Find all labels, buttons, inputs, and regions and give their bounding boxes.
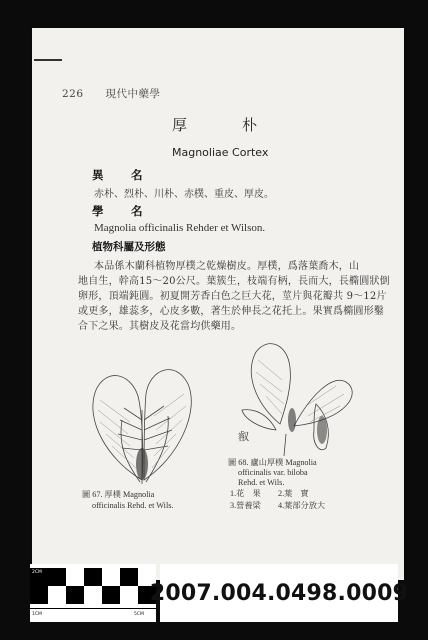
figure-67-illustration xyxy=(78,350,206,488)
scale-label-2cm: 2CM xyxy=(32,570,42,575)
body-line-1: 本品係木蘭科植物厚樸之乾燥樹皮。厚樸，爲落葉喬木，山 xyxy=(94,261,360,272)
figure-67-caption-line-1: 圖 67. 厚樸 Magnolia xyxy=(82,490,155,499)
page-header: 226 現代中藥學 xyxy=(62,88,161,100)
leaf-left xyxy=(93,376,143,480)
alias-heading: 異 名 xyxy=(92,168,151,182)
figure-68-illustration xyxy=(236,334,366,458)
figure-68-legend-2: 2.葉 實 xyxy=(278,489,309,498)
page-title: 厚 朴 xyxy=(172,116,278,134)
figure-68-caption-line-2: officinalis var. biloba xyxy=(238,468,308,477)
figure-68-legend-1: 1.花 果 xyxy=(230,489,261,498)
scientific-name: Magnolia officinalis Rehder et Wilson. xyxy=(94,222,266,234)
body-line-5: 合下之果。其樹皮及花當均供藥用。 xyxy=(78,321,242,332)
margin-mark xyxy=(34,59,62,61)
family-heading: 植物科屬及形態 xyxy=(92,241,166,253)
body-line-4: 或更多，雄蕊多，心皮多數，著生於伸長之花托上。果實爲橢圓形鑿 xyxy=(78,306,384,317)
accession-number: 2007.004.0498.0009 xyxy=(149,580,409,606)
alias-text: 赤朴、烈朴、川朴、赤樸、重皮、厚皮。 xyxy=(94,189,274,200)
figure-68-legend-3: 3.營養梁 xyxy=(230,501,261,510)
figure-67-caption-line-2: officinalis Rehd. et Wils. xyxy=(92,501,174,510)
figure-68-caption-line-3: Rehd. et Wils. xyxy=(238,478,285,487)
fruit-cone xyxy=(136,448,148,480)
scale-bar xyxy=(30,564,156,622)
body-line-2: 地自生，幹高15～20公尺。葉簇生，枝端有柄，長而大，長橢圓狀倒 xyxy=(78,276,390,287)
document-page xyxy=(32,28,404,580)
figure-68-legend-4: 4.葉部分放大 xyxy=(278,501,326,510)
body-line-3: 卵形，頂端鈍圓。初夏開芳香白色之巨大花，莖片與花瓣共 9～12片 xyxy=(78,291,387,302)
scientific-heading: 學 名 xyxy=(92,204,151,218)
scale-label-1cm: 1CM xyxy=(32,612,42,617)
figure-68-mark: 㕡 xyxy=(238,430,249,443)
leaf-right xyxy=(144,370,191,480)
accession-card xyxy=(149,564,409,622)
latin-title: Magnoliae Cortex xyxy=(172,146,269,159)
figure-68-caption-line-1: 圖 68. 廬山厚樸 Magnolia xyxy=(228,458,317,467)
scale-label-5cm: 5CM xyxy=(134,612,144,617)
